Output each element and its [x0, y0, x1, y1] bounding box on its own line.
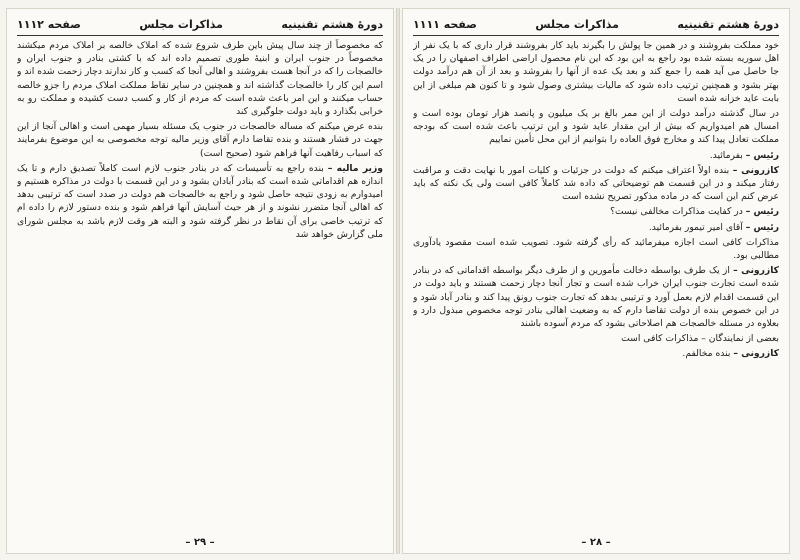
page-body — [413, 39, 779, 529]
paragraph — [17, 162, 383, 241]
paragraph-text: بنده راجع به تأسیسات که در بنادر جنوب لازم است کاملاً تصدیق دارم و تا یک اندازه هم اقداماتی شده است که بنادر آبادان بشود و در این قسمت با دولت در مذاکره هستیم و امیدوارم به زودی نتیجه حاصل شود و راجع به خالصجات هم دولت در صدد است که ترتیبی بدهد که اهالی آنجا متضرر نشوند و از هر حیث آسایش آنها فراهم شود و بنده دستور لازم را داده ام که ترتیب خاصی برای آن نقاط در نظر گرفته شود و البته هر وقت لازم باشد به مجلس شورای ملی گزارش خواهد شد — [17, 162, 383, 240]
header-rule — [17, 35, 383, 36]
header-center: مذاکرات مجلس — [139, 17, 223, 31]
page-number: – ۲۹ – — [185, 537, 215, 548]
paragraph-text: آقای امیر تیمور بفرمائید. — [648, 221, 743, 233]
header-right: دورهٔ هشتم تقنینیه — [677, 17, 779, 31]
paragraph-text: که مخصوصاً از چند سال پیش باین طرف شروع شده که املاک خالصه بر املاک مردم میکشند مخصوصاً در جنوب ایران و ابنیهٔ طوری تصمیم داده اند که با کشتی بنادر و جنوب ایران و خالصجات را که در آنجا هست بفروشند و اهالی آنجا که کسب و کار ندارند دچار زحمت شده اند و اسم این کار را خالصجات گذاشته اند و همچنین در سایر نقاط مملکت املاک مردم را جزو خالصه حساب میکنند و این امر باعث شده است که مردم از کار و کسب دست کشیده و مملکت رو به خرابی بگذارد و باید دولت جلوگیری کند — [17, 40, 383, 118]
paragraph-text: در کفایت مذاکرات مخالفی نیست؟ — [610, 206, 743, 218]
paragraph-text: بنده مخالفم. — [682, 348, 731, 360]
paragraph-text: از یک طرف بواسطه دخالت مأمورین و از طرف دیگر بواسطه اقداماتی که در بنادر شده است تجارت جنوب ایران خراب شده است و تجار آنجا دچار زحمت هستند و باید دولت در این قسمت اقدام لازم بعمل آورد و ترتیبی بدهد که تجارت جنوب رونق پیدا کند و بنادر آباد شود و در این خصوص بنده از دولت تقاضا دارم که به وضعیت اهالی بنادر توجه مخصوص مبذول دارد و بعلاوه در مسئله خالصجات هم اصلاحاتی بشود که مردم آسوده باشند — [413, 265, 779, 330]
paragraph-text: خود مملکت بفروشند و در همین جا پولش را بگیرند باید کار بفروشند قرار داری که با یک نفر از اهل سوریه بسته شده بود راجع به این بود که این نام محصول اراضی اطراف اصفهان را در یک جا حاصل می آید همه را جمع کند و بعد یک عده از آنها را بفروشد و بعد از آن هم درآمد دولت بهتر بشود و همچنین ترتیب داده شود که مالیات بیشتری وصول شود و تا کنون هم مبلغی از این بابت عاید خزانه شده است — [413, 40, 779, 104]
paragraph-text: در سال گذشته درآمد دولت از این ممر بالغ بر یک میلیون و پانصد هزار تومان بوده است و امسال هم امیدواریم که بیش از این مقدار عاید شود و این ترتیب باعث شده است که بودجه مملکت تعادل پیدا کند و مخارج فوق العاده را بتوانیم از این محل تأمین نماییم — [413, 108, 779, 146]
paragraph — [413, 332, 779, 345]
left-page — [6, 8, 394, 554]
paragraph — [413, 205, 779, 218]
paragraph — [17, 39, 383, 118]
paragraph — [413, 264, 779, 330]
paragraph — [413, 164, 779, 204]
speaker-label: کازرونی – — [733, 348, 779, 360]
paragraph — [17, 120, 383, 160]
paragraph — [413, 236, 779, 262]
page-number: – ۲۸ – — [581, 537, 611, 548]
header-rule — [413, 35, 779, 36]
page-body — [17, 39, 383, 529]
header-left: صفحه ۱۱۱۲ — [17, 17, 81, 31]
paragraph — [413, 347, 779, 360]
right-page — [402, 8, 790, 554]
page-header — [413, 15, 779, 33]
paragraph — [413, 107, 779, 147]
header-left: صفحه ۱۱۱۱ — [413, 17, 477, 31]
speaker-label: کازرونی – — [733, 265, 779, 277]
header-center: مذاکرات مجلس — [535, 17, 619, 31]
speaker-label: رئیس – — [745, 149, 779, 161]
book-gutter — [396, 8, 400, 554]
speaker-label: رئیس – — [745, 221, 779, 233]
paragraph — [413, 39, 779, 105]
paragraph-text: بعضی از نمایندگان – مذاکرات کافی است — [621, 333, 779, 345]
page-header — [17, 15, 383, 33]
paragraph-text: مذاکرات کافی است اجازه میفرمائید که رأی گرفته شود. تصویب شده است مقصود یادآوری مطالبی بود. — [413, 236, 779, 262]
speaker-label: وزیر مالیه – — [327, 162, 383, 174]
speaker-label: رئیس – — [745, 206, 779, 218]
paragraph — [413, 149, 779, 162]
header-right: دورهٔ هشتم تقنینیه — [281, 17, 383, 31]
paragraph — [413, 221, 779, 234]
paragraph-text: بنده اولاً اعتراف میکنم که دولت در جزئیات و کلیات امور با نهایت دقت و مراقبت رفتار میکند و در این قسمت هم توضیحاتی که داده شد کاملاً کافی است ولی یک نکته که باید عرض کنم این است که در ماده مذکور تصریح نشده است — [413, 164, 779, 203]
paragraph-text: بفرمائید. — [709, 149, 743, 161]
paragraph-text: بنده عرض میکنم که مساله خالصجات در جنوب یک مسئله بسیار مهمی است و اهالی آنجا از این جهت در فشار هستند و بنده تقاضا دارم آقای وزیر مالیه توجه مخصوصی به این موضوع بفرمایند که اسباب رفاهیت آنها فراهم شود (صحیح است) — [17, 121, 383, 159]
speaker-label: کازرونی – — [732, 164, 779, 176]
